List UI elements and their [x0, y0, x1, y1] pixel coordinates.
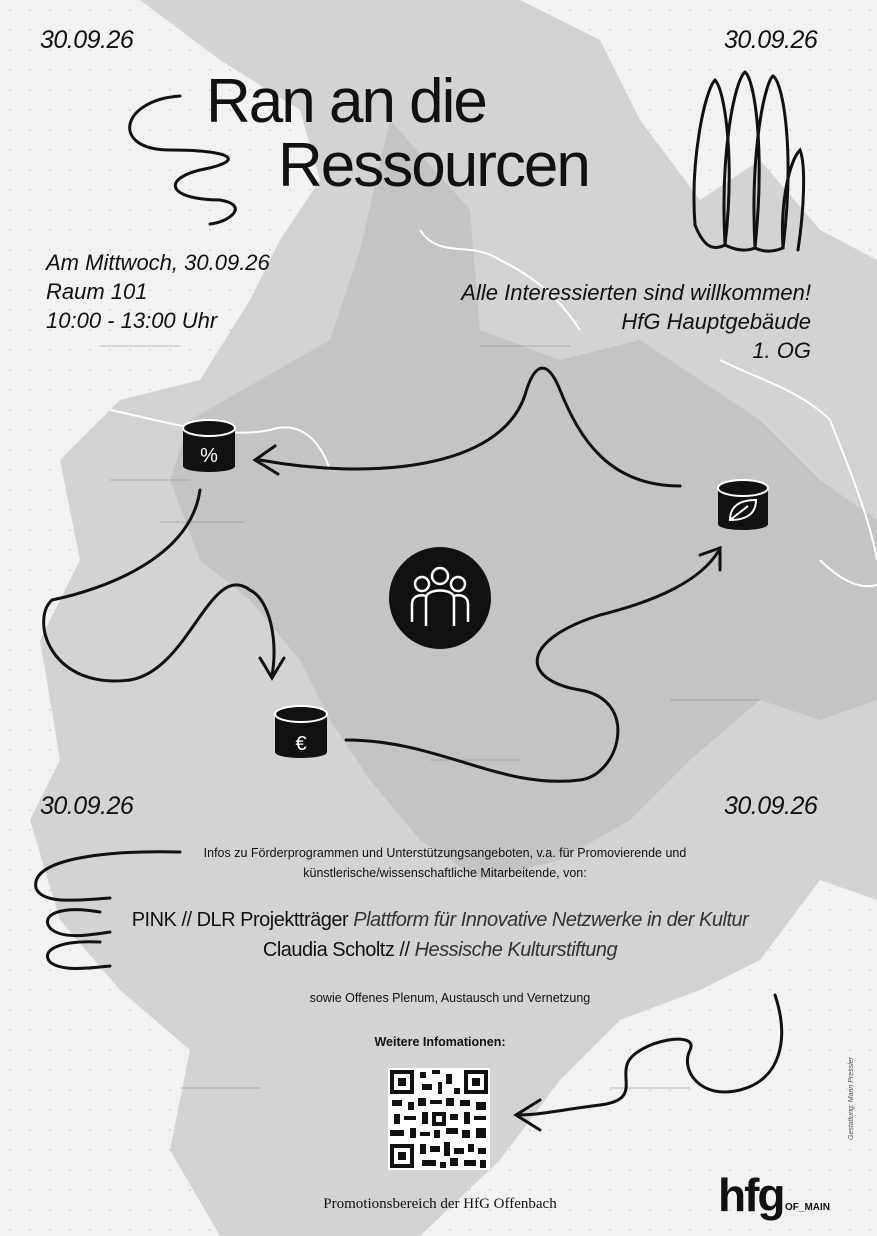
- welcome-text: Alle Interessierten sind willkommen!: [461, 280, 811, 305]
- intro-line-1: Infos zu Förderprogrammen und Unterstützungsangeboten, v.a. für Promovierende und: [203, 846, 687, 860]
- speaker-2-name: Claudia Scholtz //: [262, 939, 410, 961]
- event-details: [46, 248, 270, 335]
- percent-icon: [181, 418, 237, 476]
- event-day: Am Mittwoch, 30.09.26: [46, 250, 270, 275]
- euro-icon: [273, 704, 329, 762]
- speaker-1: [60, 905, 820, 935]
- date-mid-right: 30.09.26: [724, 792, 818, 820]
- title-line-1: Ran an die: [206, 67, 486, 136]
- footer-text: Promotionsbereich der HfG Offenbach: [323, 1196, 557, 1212]
- date-top-right: 30.09.26: [724, 26, 818, 54]
- people-icon: [388, 546, 492, 650]
- floor-text: 1. OG: [752, 338, 811, 363]
- speaker-1-org: Plattform für Innovative Netzwerke in der Kultur: [353, 909, 749, 931]
- speaker-2: [60, 935, 820, 965]
- more-info-heading: Weitere Infomationen:: [374, 1035, 506, 1049]
- intro-text: [140, 843, 750, 883]
- title-line-2: Ressourcen: [278, 131, 589, 200]
- hfg-logo: hfg: [718, 1169, 784, 1221]
- design-credit: Gestaltung: Marin Pressler: [848, 1057, 855, 1140]
- plenum-text: sowie Offenes Plenum, Austausch und Vernetzung: [309, 991, 591, 1005]
- event-room: Raum 101: [46, 279, 148, 304]
- svg-text:%: %: [200, 445, 218, 467]
- speaker-1-name: PINK // DLR Projektträger: [131, 909, 349, 931]
- building-text: HfG Hauptgebäude: [621, 309, 811, 334]
- leaf-icon: [716, 478, 770, 534]
- date-mid-left: 30.09.26: [40, 792, 134, 820]
- event-time: 10:00 - 13:00 Uhr: [46, 308, 218, 333]
- intro-line-2: künstlerische/wissenschaftliche Mitarbeitende, von:: [303, 866, 587, 880]
- svg-text:€: €: [295, 733, 307, 755]
- location-details: [461, 278, 811, 365]
- speaker-2-org: Hessische Kulturstiftung: [414, 939, 618, 961]
- qr-code-icon[interactable]: [388, 1068, 490, 1170]
- hfg-logo-suffix: OF_MAIN: [785, 1202, 830, 1213]
- speaker-list: [60, 905, 820, 965]
- date-top-left: 30.09.26: [40, 26, 134, 54]
